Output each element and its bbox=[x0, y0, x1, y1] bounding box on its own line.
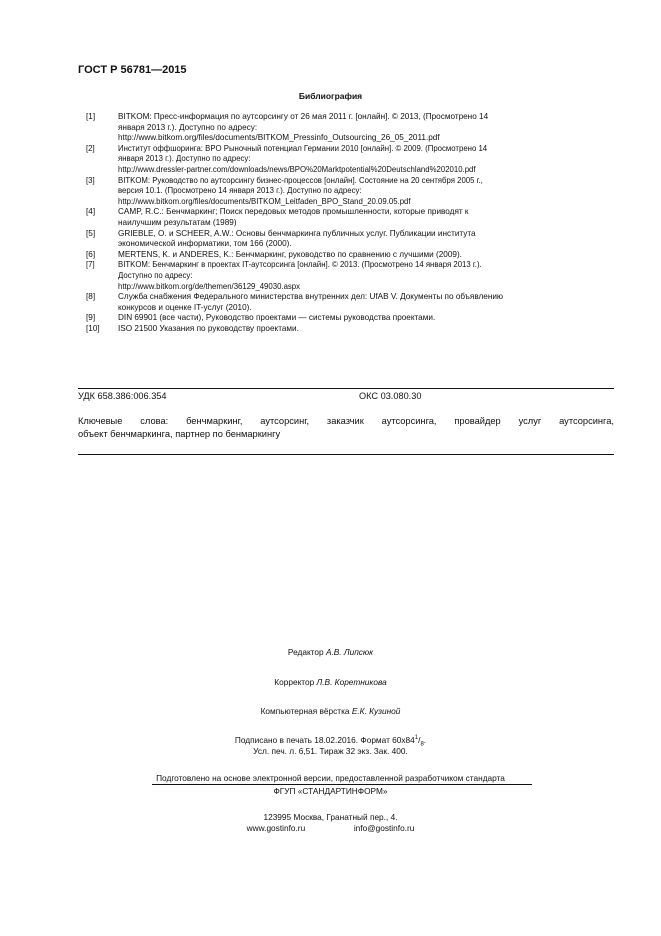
publisher-address: 123995 Москва, Гранатный пер., 4. bbox=[263, 812, 398, 822]
bibliography-item-text bbox=[118, 324, 614, 335]
corrector-line bbox=[0, 677, 661, 687]
bibliography-item bbox=[86, 313, 614, 324]
bibliography-item-number: [8] bbox=[86, 292, 96, 302]
bibliography-line[interactable]: http://www.bitkom.org/de/themen/36129_49030.aspx bbox=[118, 281, 301, 291]
bibliography-item-number: [1] bbox=[86, 112, 96, 121]
bibliography-item bbox=[86, 207, 614, 228]
bibliography-line: BITKOM: Руководство по аутсорсингу бизнес-процессов [онлайн]. Состояние на 20 сентября 2005 г., bbox=[118, 175, 483, 185]
layout-name: Е.К. Кузиной bbox=[351, 706, 401, 716]
bibliography-item-number: [2] bbox=[86, 143, 95, 153]
bibliography-item-number: [9] bbox=[86, 313, 96, 323]
bibliography-item-text bbox=[118, 260, 614, 292]
format-denominator: 8 bbox=[420, 741, 424, 748]
bibliography-line: ISO 21500 Указания по руководству проектами. bbox=[118, 323, 299, 333]
bibliography-line[interactable]: http://www.bitkom.org/files/documents/BITKOM_Leitfaden_BPO_Stand_20.09.05.pdf bbox=[118, 196, 411, 206]
bibliography-item-text bbox=[118, 229, 614, 250]
bibliography-item bbox=[86, 324, 614, 335]
format-numerator: 1 bbox=[414, 735, 419, 742]
bibliography-line: Доступно по адресу: bbox=[118, 270, 193, 280]
bibliography-item bbox=[86, 144, 614, 176]
bibliography-item-text bbox=[118, 112, 614, 144]
signed-text: Подписано в печать 18.02.2016. Формат 60x84 bbox=[234, 735, 415, 745]
bibliography-line: января 2013 г.). Доступно по адресу: bbox=[118, 154, 251, 164]
bibliography-line[interactable]: http://www.bitkom.org/files/documents/BITKOM_Pressinfo_Outsourcing_26_05_2011.pdf bbox=[118, 133, 440, 143]
keywords bbox=[78, 415, 614, 441]
bibliography-item-number: [4] bbox=[86, 207, 96, 217]
bibliography-item-text bbox=[118, 144, 614, 176]
bibliography-title: Библиография bbox=[298, 91, 363, 101]
keywords-line-2: объект бенчмаркинга, партнер по бенмаркингу bbox=[78, 429, 281, 439]
layout-label: Компьютерная вёрстка bbox=[260, 706, 350, 716]
document-header: ГОСТ Р 56781—2015 bbox=[78, 64, 187, 76]
bibliography-item-number: [5] bbox=[86, 228, 96, 238]
bibliography-line: BITKOM: Пресс-информация по аутсорсингу от 26 мая 2011 г. [онлайн]. © 2013, (Просмотрено 14 bbox=[118, 112, 489, 121]
keywords-line-1: Ключевые слова: бенчмаркинг, аутсорсинг, заказчик аутсорсинга, провайдер услуг аутсорсинга, bbox=[78, 416, 614, 426]
divider-top bbox=[78, 388, 614, 389]
bibliography-line: MERTENS, K. и ANDERES, K.: Бенчмаркинг, руководство по сравнению с лучшими (2009). bbox=[118, 249, 462, 259]
bibliography-item-number: [10] bbox=[86, 323, 100, 333]
divider-keywords bbox=[78, 454, 614, 455]
corrector-label: Корректор bbox=[274, 677, 315, 687]
prepared-note: Подготовлено на основе электронной версии, предоставленной разработчиком стандарта bbox=[156, 773, 505, 783]
bibliography-line: Институт оффшоринга: BPO Рыночный потенциал Германии 2010 [онлайн]. © 2009. (Просмотрено 14 bbox=[118, 143, 488, 153]
website-link[interactable]: www.gostinfo.ru bbox=[246, 823, 306, 833]
bibliography-item-number: [7] bbox=[86, 260, 95, 270]
contacts-line bbox=[0, 823, 661, 833]
bibliography-item bbox=[86, 250, 614, 261]
bibliography-line[interactable]: http://www.dressler-partner.com/downloads/news/BPO%20Marktpotential%20Deutschland%202010.pdf bbox=[118, 164, 476, 174]
bibliography-item-text bbox=[118, 207, 614, 228]
bibliography-list bbox=[86, 112, 614, 334]
editor-label: Редактор bbox=[287, 647, 324, 657]
editor-line bbox=[0, 647, 661, 657]
divider-publisher bbox=[152, 784, 532, 785]
bibliography-line: января 2013 г.). Доступно по адресу: bbox=[118, 122, 258, 132]
bibliography-line: Служба снабжения Федерального министерства внутренних дел: UfAB V. Документы по объявлению bbox=[118, 292, 504, 302]
bibliography-line: наилучшим результатам (1989) bbox=[118, 217, 237, 227]
email-link[interactable]: info@gostinfo.ru bbox=[353, 823, 415, 833]
bibliography-line: экономической информатики, том 166 (2000). bbox=[118, 239, 292, 249]
bibliography-line: версия 10.1. (Просмотрено 14 января 2013 г.). Доступно по адресу: bbox=[118, 186, 362, 196]
corrector-name: Л.В. Коретникова bbox=[316, 677, 387, 687]
bibliography-item bbox=[86, 260, 614, 292]
publisher-name: ФГУП «СТАНДАРТИНФОРМ» bbox=[273, 786, 388, 796]
bibliography-item bbox=[86, 176, 614, 208]
bibliography-item-text bbox=[118, 176, 614, 208]
bibliography-line: CAMP, R.C.: Бенчмаркинг; Поиск передовых методов промышленности, которые приводят к bbox=[118, 207, 469, 217]
bibliography-line: конкурсов и оценке IT-услуг (2010). bbox=[118, 302, 252, 312]
bibliography-item-text bbox=[118, 292, 614, 313]
bibliography-item-text bbox=[118, 313, 614, 324]
print-info: Усл. печ. л. 6,51. Тираж 32 экз. Зак. 400. bbox=[253, 746, 408, 756]
classification-row bbox=[78, 391, 614, 401]
bibliography-line: DIN 69901 (все части), Руководство проектами — системы руководства проектами. bbox=[118, 313, 436, 323]
bibliography-item-text bbox=[118, 250, 614, 261]
bibliography-item-number: [3] bbox=[86, 175, 95, 185]
signed-line: Подписано в печать 18.02.2016. Формат $60x84^1/_8$. bbox=[234, 735, 427, 748]
okc-code: ОКС 03.080.30 bbox=[359, 391, 422, 401]
editor-name: А.В. Липсюк bbox=[325, 647, 374, 657]
bibliography-item-number: [6] bbox=[86, 249, 96, 259]
bibliography-item bbox=[86, 229, 614, 250]
bibliography-item bbox=[86, 112, 614, 144]
bibliography-line: GRIEBLE, O. и SCHEER, A.W.: Основы бенчмаркинга публичных услуг. Публикации института bbox=[118, 228, 476, 238]
udc-code: УДК 658.386:006.354 bbox=[78, 391, 167, 401]
bibliography-item bbox=[86, 292, 614, 313]
bibliography-line: BITKOM: Бенчмаркинг в проектах IT-аутсорсинга [онлайн]. © 2013. (Просмотрено 14 января 2013 г.). bbox=[118, 260, 482, 270]
layout-line bbox=[0, 706, 661, 716]
